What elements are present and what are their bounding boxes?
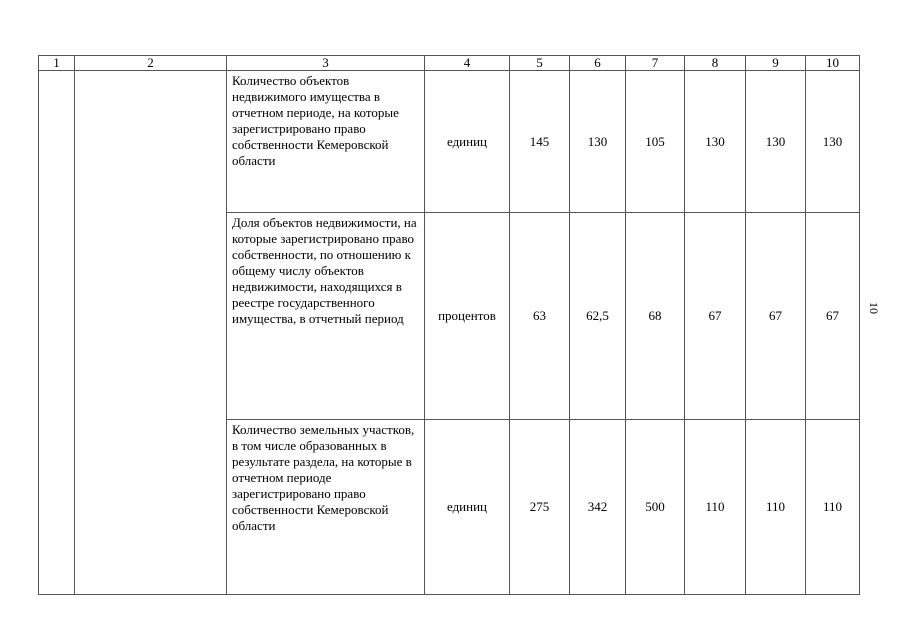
header-cell: 2	[75, 56, 227, 71]
indicator-description: Доля объектов недвижимости, на которые зарегистрировано право собственности, по отношению к общему числу объектов недвижимости, находящихся в реестре государственного имущества, в отчетный период	[227, 213, 425, 420]
header-cell: 4	[425, 56, 510, 71]
number-cell	[39, 71, 75, 595]
value-cell: 145	[510, 71, 570, 213]
header-cell: 7	[626, 56, 685, 71]
header-cell: 8	[685, 56, 746, 71]
value-cell: 68	[626, 213, 685, 420]
value-cell: 67	[746, 213, 806, 420]
header-cell: 3	[227, 56, 425, 71]
value-cell: 110	[685, 420, 746, 595]
program-name-cell	[75, 71, 227, 595]
unit-cell: единиц	[425, 420, 510, 595]
value-cell: 110	[806, 420, 860, 595]
page-number: 10	[867, 302, 881, 314]
value-cell: 105	[626, 71, 685, 213]
value-cell: 342	[570, 420, 626, 595]
value-cell: 130	[685, 71, 746, 213]
value-cell: 63	[510, 213, 570, 420]
indicators-table	[38, 55, 860, 595]
unit-cell: единиц	[425, 71, 510, 213]
value-cell: 500	[626, 420, 685, 595]
value-cell: 130	[746, 71, 806, 213]
header-cell: 5	[510, 56, 570, 71]
value-cell: 67	[685, 213, 746, 420]
unit-cell: процентов	[425, 213, 510, 420]
value-cell: 130	[570, 71, 626, 213]
value-cell: 67	[806, 213, 860, 420]
table-row	[39, 71, 860, 213]
indicator-description: Количество объектов недвижимого имущества в отчетном периоде, на которые зарегистрировано право собственности Кемеровской области	[227, 71, 425, 213]
indicator-description: Количество земельных участков, в том числе образованных в результате раздела, на которые в отчетном периоде зарегистрировано право собственности Кемеровской области	[227, 420, 425, 595]
value-cell: 110	[746, 420, 806, 595]
value-cell: 275	[510, 420, 570, 595]
header-cell: 6	[570, 56, 626, 71]
header-cell: 9	[746, 56, 806, 71]
header-cell: 10	[806, 56, 860, 71]
header-cell: 1	[39, 56, 75, 71]
header-row	[39, 56, 860, 71]
value-cell: 130	[806, 71, 860, 213]
value-cell: 62,5	[570, 213, 626, 420]
